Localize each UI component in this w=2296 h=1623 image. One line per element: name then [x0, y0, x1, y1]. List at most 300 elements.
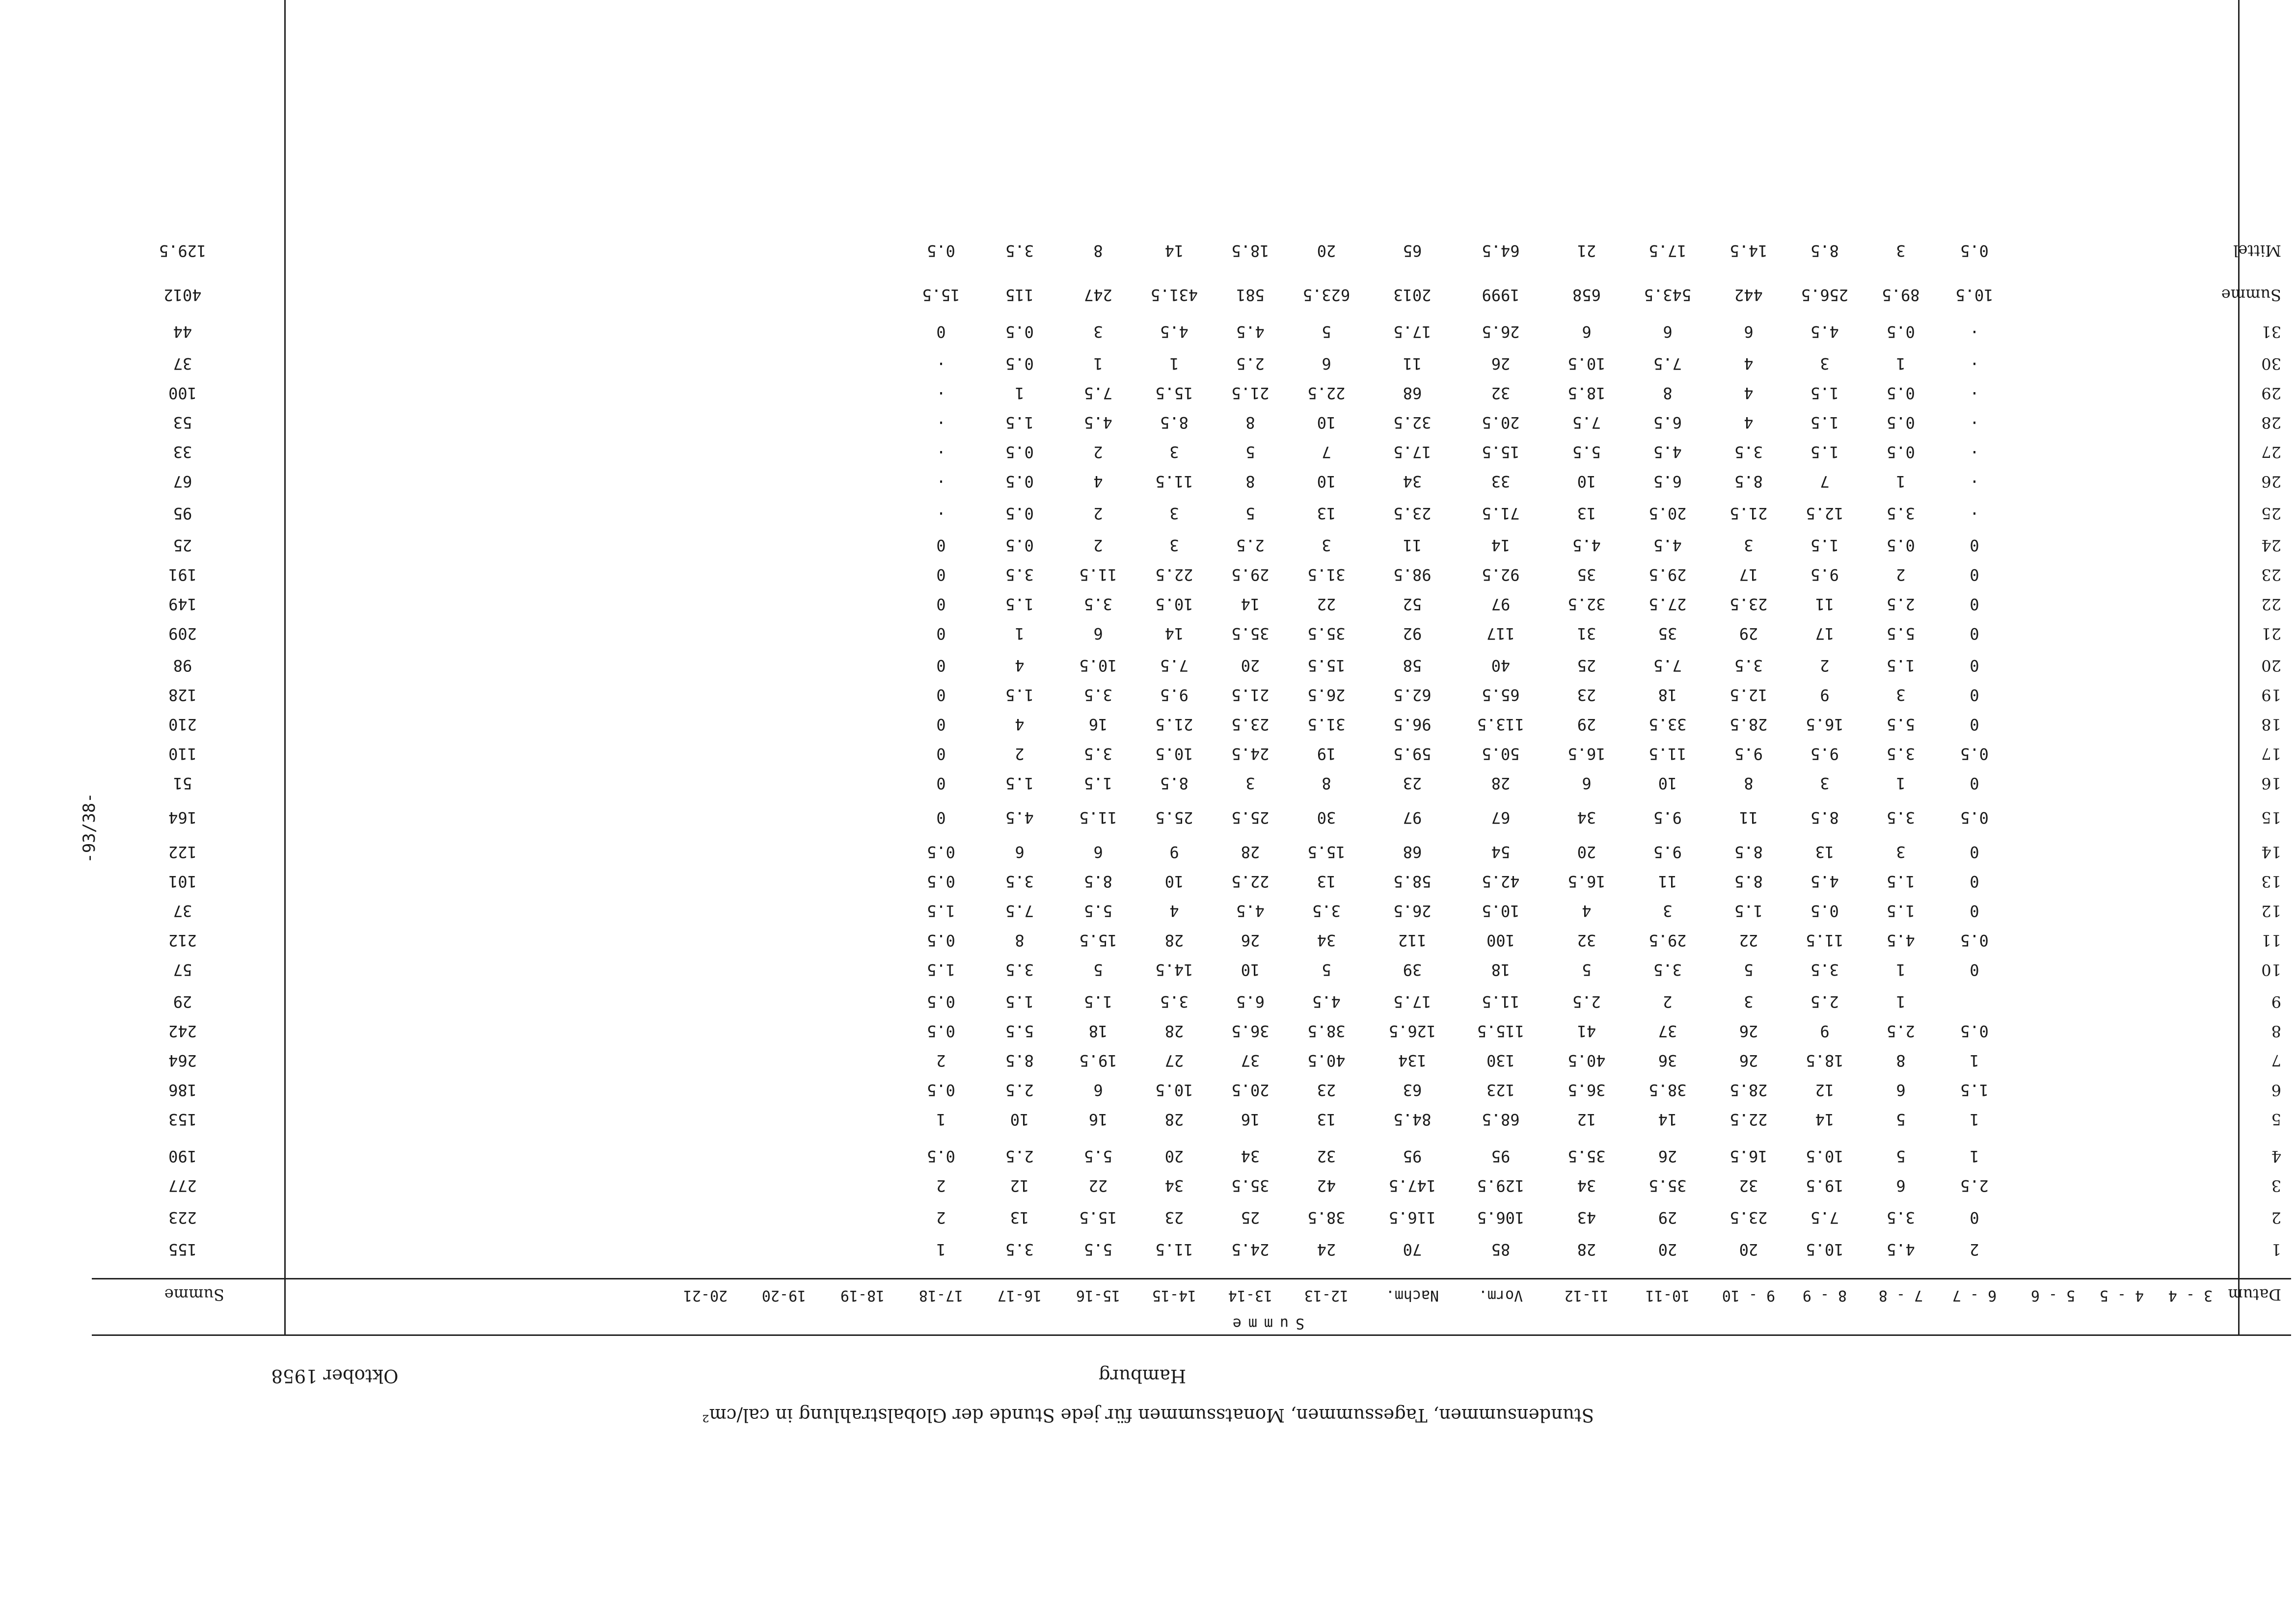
data-row-cell: 0.5 [1887, 384, 1915, 402]
data-row-label: 7 [2271, 1051, 2281, 1070]
data-row-cell: 68 [1403, 843, 1422, 861]
data-row-label: 17 [2261, 745, 2281, 763]
data-row-cell: 2.5 [1572, 992, 1601, 1011]
data-row-cell: 20 [1739, 1240, 1758, 1259]
data-row-cell: 8.5 [1160, 774, 1189, 793]
data-row-cell: 2 [936, 1051, 946, 1070]
data-row-label: 15 [2261, 808, 2281, 827]
data-row-cell: 8 [1744, 774, 1754, 793]
data-row-cell: 0 [936, 715, 946, 734]
data-row-cell: 14 [1658, 1110, 1677, 1129]
data-row-cell: · [936, 504, 946, 523]
data-row-cell: 0.5 [1887, 322, 1915, 341]
summe-row-cell: 247 [1084, 286, 1112, 304]
data-row-label: 2 [2271, 1208, 2281, 1227]
data-row-cell: 0.5 [1960, 931, 1989, 950]
data-row-cell: 3.5 [1312, 902, 1341, 920]
data-row-cell: 4.5 [1236, 902, 1265, 920]
data-row-cell: 2.5 [1005, 1081, 1034, 1099]
data-row-cell: 0 [1970, 960, 1979, 979]
data-row-cell: 20 [1658, 1240, 1677, 1259]
data-row-cell: 3 [1169, 443, 1179, 461]
data-row-cell: 6 [1896, 1081, 1906, 1099]
data-row-cell: 16.5 [1806, 715, 1844, 734]
data-row-cell: 10.5 [1806, 1240, 1844, 1259]
data-row-cell: 11.5 [1482, 992, 1520, 1011]
data-row-cell: 10.5 [1806, 1147, 1844, 1166]
data-row-cell: 13 [1317, 1110, 1336, 1129]
data-row-cell: 22.5 [1729, 1110, 1768, 1129]
summe-row-cell: 10.5 [1955, 286, 1994, 304]
data-row-cell: 10 [1010, 1110, 1029, 1129]
data-row-cell: 3.5 [1734, 443, 1763, 461]
hour-column-header: Nachm. [1385, 1287, 1439, 1304]
data-row-cell: 8.5 [1084, 872, 1112, 891]
data-row-cell: 16.5 [1729, 1147, 1768, 1166]
data-row-cell: 21.5 [1231, 686, 1270, 704]
data-row-cell: 12.5 [1806, 504, 1844, 523]
data-row-cell: 5 [1322, 322, 1331, 341]
summe-row-label: Summe [2221, 286, 2281, 304]
data-row-cell: 41 [1577, 1022, 1596, 1040]
data-row-cell: 1.5 [927, 960, 955, 979]
data-row-cell: 0.5 [1005, 443, 1034, 461]
data-row-cell: 11 [1403, 354, 1422, 373]
data-row-cell: 50.5 [1482, 745, 1520, 763]
data-row-cell: 0.5 [927, 872, 955, 891]
data-row-cell: 37 [1658, 1022, 1677, 1040]
data-row-cell: 16 [1088, 715, 1108, 734]
mittel-row-cell: 18.5 [1231, 241, 1270, 260]
data-row-cell: 22 [1739, 931, 1758, 950]
summe-row-cell: 623.5 [1302, 286, 1351, 304]
data-row-total: 57 [173, 960, 192, 979]
hour-column-header: 14-15 [1152, 1287, 1197, 1304]
data-row-cell: 21.5 [1729, 504, 1768, 523]
data-row-cell: 3 [1744, 536, 1754, 555]
data-row-cell: 6.5 [1653, 413, 1682, 432]
data-row-cell: · [1970, 354, 1979, 373]
data-row-label: 31 [2261, 322, 2281, 341]
table-top-rule [92, 1334, 2291, 1336]
data-row-cell: 34 [1317, 931, 1336, 950]
data-row-cell: 9.5 [1653, 808, 1682, 827]
data-row-cell: 4.5 [1084, 413, 1112, 432]
data-row-cell: 1 [1015, 624, 1025, 643]
data-row-cell: 22.5 [1231, 872, 1270, 891]
data-row-cell: 6 [1093, 1081, 1103, 1099]
data-row-cell: 0 [1970, 843, 1979, 861]
data-row-cell: 1.5 [1810, 536, 1839, 555]
data-row-cell: 35 [1577, 565, 1596, 584]
data-row-cell: 20.5 [1231, 1081, 1270, 1099]
summe-row-cell: 431.5 [1150, 286, 1198, 304]
data-row-cell: 18 [1491, 960, 1511, 979]
hour-column-header: 18-19 [840, 1287, 885, 1304]
data-row-cell: 2 [1820, 656, 1830, 675]
data-row-cell: 85 [1491, 1240, 1511, 1259]
data-row-cell: 5.5 [1887, 624, 1915, 643]
data-row-cell: 5 [1896, 1147, 1906, 1166]
data-row-cell: 19 [1317, 745, 1336, 763]
data-row-cell: 18.5 [1806, 1051, 1844, 1070]
data-row-cell: 26 [1739, 1051, 1758, 1070]
data-row-total: 110 [168, 745, 197, 763]
data-row-cell: 14 [1241, 595, 1260, 613]
data-row-cell: 9.5 [1653, 843, 1682, 861]
data-row-cell: 3.5 [1653, 960, 1682, 979]
summe-row-cell: 256.5 [1801, 286, 1849, 304]
data-row-cell: 2.5 [1236, 354, 1265, 373]
data-row-cell: 0 [936, 774, 946, 793]
data-row-cell: 3.5 [1084, 595, 1112, 613]
data-row-cell: 5 [1744, 960, 1754, 979]
month-label: Oktober 1958 [271, 1365, 399, 1386]
data-row-cell: 2 [936, 1208, 946, 1227]
data-row-cell: 14 [1164, 624, 1184, 643]
data-row-cell: 0.5 [1960, 1022, 1989, 1040]
data-row-total: 155 [168, 1240, 197, 1259]
hour-column-header: 9 - 10 [1722, 1287, 1776, 1304]
data-row-cell: 10.5 [1079, 656, 1117, 675]
data-row-cell: 1.5 [1084, 774, 1112, 793]
summe-row-cell: 442 [1734, 286, 1763, 304]
data-row-cell: 0 [936, 624, 946, 643]
data-row-cell: 1.5 [1810, 384, 1839, 402]
data-row-label: 9 [2271, 992, 2281, 1011]
data-row-cell: 6 [1015, 843, 1025, 861]
data-row-cell: 14.5 [1155, 960, 1193, 979]
data-row-cell: 1 [936, 1110, 946, 1129]
hour-column-header: 15-16 [1076, 1287, 1121, 1304]
summe-row-cell: 115 [1005, 286, 1034, 304]
data-row-cell: 0 [936, 536, 946, 555]
data-row-cell: 33.5 [1648, 715, 1687, 734]
data-row-cell: 29.5 [1231, 565, 1270, 584]
data-row-cell: 97 [1403, 808, 1422, 827]
data-row-cell: 0.5 [927, 1022, 955, 1040]
data-row-total: 95 [173, 504, 192, 523]
data-row-cell: 0.5 [1005, 354, 1034, 373]
data-row-cell: 2 [1015, 745, 1025, 763]
data-row-total: 122 [168, 843, 197, 861]
data-row-cell: 0.5 [1887, 443, 1915, 461]
mittel-row-cell: 3 [1896, 241, 1906, 260]
data-row-label: 1 [2271, 1240, 2281, 1259]
data-row-cell: 3 [1322, 536, 1331, 555]
data-row-cell: 4.5 [1887, 1240, 1915, 1259]
data-row-cell: 0 [1970, 656, 1979, 675]
data-row-cell: 42.5 [1482, 872, 1520, 891]
data-row-total: 191 [168, 565, 197, 584]
data-row-cell: 22.5 [1155, 565, 1193, 584]
data-row-cell: · [936, 413, 946, 432]
data-row-cell: 7.5 [1160, 656, 1189, 675]
data-row-cell: 1 [1896, 472, 1906, 491]
data-row-cell: 11.5 [1079, 808, 1117, 827]
data-row-cell: 3 [1663, 902, 1673, 920]
data-row-cell: 9.5 [1810, 565, 1839, 584]
data-row-cell: 4.5 [1005, 808, 1034, 827]
data-row-cell: 129.5 [1477, 1176, 1525, 1195]
data-row-cell: 0 [1970, 536, 1979, 555]
data-row-cell: 2.5 [1887, 1022, 1915, 1040]
data-row-cell: 28 [1491, 774, 1511, 793]
mittel-row-cell: 8 [1093, 241, 1103, 260]
data-row-cell: 3.5 [1005, 872, 1034, 891]
data-row-cell: 1 [1896, 960, 1906, 979]
data-row-cell: 2.5 [1005, 1147, 1034, 1166]
page-title: Stundensummen, Tagessummen, Monatssummen für jede Stunde der Globalstrahlung in cal/cm² [702, 1405, 1594, 1426]
data-row-cell: · [1970, 443, 1979, 461]
mittel-row-cell: 3.5 [1005, 241, 1034, 260]
data-row-cell: 5.5 [1887, 715, 1915, 734]
data-row-cell: 5 [1245, 443, 1255, 461]
hour-column-header: 10-11 [1645, 1287, 1690, 1304]
data-row-cell: 26 [1241, 931, 1260, 950]
data-row-cell: 19.5 [1806, 1176, 1844, 1195]
data-row-label: 22 [2261, 595, 2281, 613]
data-row-total: 67 [173, 472, 192, 491]
hour-column-header: 20-21 [683, 1287, 728, 1304]
data-row-cell: 5 [1582, 960, 1592, 979]
data-row-cell: 7.5 [1084, 384, 1112, 402]
data-row-cell: · [936, 384, 946, 402]
data-row-cell: 0.5 [1810, 902, 1839, 920]
data-row-cell: 14 [1815, 1110, 1835, 1129]
data-row-cell: 18.5 [1567, 384, 1606, 402]
data-row-cell: 16.5 [1567, 745, 1606, 763]
hour-column-header: 17-18 [918, 1287, 964, 1304]
data-row-label: 30 [2261, 354, 2281, 373]
data-row-cell: 1.5 [1005, 992, 1034, 1011]
data-row-cell: 1 [1169, 354, 1179, 373]
data-row-cell: 1.5 [1005, 413, 1034, 432]
data-row-cell: 18 [1088, 1022, 1108, 1040]
summe-row-cell: 658 [1572, 286, 1601, 304]
data-row-cell: 1 [936, 1240, 946, 1259]
data-row-cell: 65.5 [1482, 686, 1520, 704]
data-row-cell: · [1970, 413, 1979, 432]
data-row-label: 5 [2271, 1110, 2281, 1129]
data-row-cell: 30 [1317, 808, 1336, 827]
data-row-cell: 58.5 [1393, 872, 1432, 891]
data-row-cell: 16 [1088, 1110, 1108, 1129]
data-row-cell: 26.5 [1482, 322, 1520, 341]
data-row-cell: · [1970, 322, 1979, 341]
data-row-total: 190 [168, 1147, 197, 1166]
data-row-cell: 0.5 [927, 992, 955, 1011]
data-row-cell: 100 [1486, 931, 1515, 950]
data-row-cell: 32 [1491, 384, 1511, 402]
data-row-cell: 10 [1164, 872, 1184, 891]
data-row-total: 186 [168, 1081, 197, 1099]
data-row-cell: 11.5 [1155, 1240, 1193, 1259]
data-row-cell: 10 [1658, 774, 1677, 793]
data-row-cell: 3.5 [1005, 960, 1034, 979]
data-row-cell: 17.5 [1393, 992, 1432, 1011]
data-row-cell: 21.5 [1231, 384, 1270, 402]
data-row-cell: 22 [1088, 1176, 1108, 1195]
mittel-row-cell: 17.5 [1648, 241, 1687, 260]
mittel-row-total: 129.5 [159, 241, 207, 260]
data-row-cell: 8 [1322, 774, 1331, 793]
data-row-cell: 29 [1658, 1208, 1677, 1227]
data-row-cell: 4 [1744, 413, 1754, 432]
data-row-cell: 23 [1577, 686, 1596, 704]
data-row-cell: 5 [1245, 504, 1255, 523]
data-row-cell: 7 [1820, 472, 1830, 491]
data-row-cell: 0 [1970, 565, 1979, 584]
data-row-total: 153 [168, 1110, 197, 1129]
data-row-cell: 23.5 [1729, 595, 1768, 613]
data-row-total: 149 [168, 595, 197, 613]
data-row-cell: 29 [1577, 715, 1596, 734]
data-row-cell: 26 [1739, 1022, 1758, 1040]
data-row-cell: 2 [1896, 565, 1906, 584]
data-row-cell: 20 [1164, 1147, 1184, 1166]
data-row-cell: 11 [1739, 808, 1758, 827]
data-row-cell: 1.5 [1810, 443, 1839, 461]
data-row-cell: 4 [1093, 472, 1103, 491]
data-row-total: 44 [173, 322, 192, 341]
data-row-cell: 32.5 [1393, 413, 1432, 432]
data-row-cell: 0 [1970, 624, 1979, 643]
data-row-cell: 10.5 [1482, 902, 1520, 920]
data-row-cell: 16.5 [1567, 872, 1606, 891]
data-row-cell: 106.5 [1477, 1208, 1525, 1227]
data-row-cell: 8.5 [1734, 872, 1763, 891]
data-row-cell: 0 [1970, 902, 1979, 920]
data-row-cell: 62.5 [1393, 686, 1432, 704]
data-row-cell: · [1970, 384, 1979, 402]
data-row-cell: 67 [1491, 808, 1511, 827]
data-row-cell: 3.5 [1810, 960, 1839, 979]
data-row-cell: 3 [1169, 536, 1179, 555]
data-row-cell: 4.5 [1653, 443, 1682, 461]
data-row-cell: 2.5 [1810, 992, 1839, 1011]
data-row-cell: 7.5 [1653, 656, 1682, 675]
data-row-cell: 10.5 [1155, 595, 1193, 613]
data-row-cell: 0 [936, 656, 946, 675]
data-row-cell: 35.5 [1231, 1176, 1270, 1195]
data-row-cell: 26 [1658, 1147, 1677, 1166]
data-row-cell: 35.5 [1567, 1147, 1606, 1166]
data-row-total: 98 [173, 656, 192, 675]
data-row-cell: 7 [1322, 443, 1331, 461]
data-row-cell: 6 [1582, 322, 1592, 341]
data-row-cell: 3.5 [1084, 745, 1112, 763]
data-row-cell: 32 [1317, 1147, 1336, 1166]
data-row-cell: 3 [1820, 774, 1830, 793]
data-row-cell: 10.5 [1567, 354, 1606, 373]
data-row-label: 11 [2261, 931, 2281, 950]
data-row-label: 21 [2261, 624, 2281, 643]
hour-column-header: 12-13 [1304, 1287, 1349, 1304]
data-row-cell: 2 [1093, 443, 1103, 461]
data-row-cell: 26.5 [1307, 686, 1346, 704]
data-row-cell: 34 [1577, 808, 1596, 827]
data-row-cell: 8.5 [1005, 1051, 1034, 1070]
data-row-label: 19 [2261, 686, 2281, 704]
mittel-row-cell: 14.5 [1729, 241, 1768, 260]
data-row-cell: 8 [1015, 931, 1025, 950]
data-row-cell: 95 [1403, 1147, 1422, 1166]
data-row-cell: 28 [1164, 1022, 1184, 1040]
data-row-cell: 3 [1896, 843, 1906, 861]
data-row-cell: 10.5 [1155, 745, 1193, 763]
data-row-cell: 3.5 [1887, 504, 1915, 523]
data-row-label: 4 [2271, 1147, 2281, 1166]
data-row-cell: 26 [1491, 354, 1511, 373]
data-row-cell: 10.5 [1155, 1081, 1193, 1099]
data-row-cell: 0.5 [927, 931, 955, 950]
data-row-cell: · [1970, 504, 1979, 523]
page-number: -93/38- [80, 793, 99, 863]
data-row-cell: 3.5 [1887, 808, 1915, 827]
data-row-cell: 70 [1403, 1240, 1422, 1259]
summe-row-cell: 581 [1236, 286, 1265, 304]
data-row-cell: 12 [1010, 1176, 1029, 1195]
data-row-cell: 0.5 [1960, 808, 1989, 827]
data-row-cell: 34 [1164, 1176, 1184, 1195]
data-row-cell: 28.5 [1729, 1081, 1768, 1099]
data-row-cell: 2 [1970, 1240, 1979, 1259]
data-row-cell: 24 [1317, 1240, 1336, 1259]
data-row-cell: 34 [1577, 1176, 1596, 1195]
data-row-cell: 1 [1896, 354, 1906, 373]
data-row-cell: 33 [1491, 472, 1511, 491]
data-row-cell: 6 [1322, 354, 1331, 373]
data-row-cell: · [936, 443, 946, 461]
data-row-cell: 23.5 [1393, 504, 1432, 523]
data-row-cell: 3 [1896, 686, 1906, 704]
data-row-cell: 0 [1970, 774, 1979, 793]
data-row-cell: 54 [1491, 843, 1511, 861]
summe-row-cell: 543.5 [1644, 286, 1692, 304]
data-row-cell: 22.5 [1307, 384, 1346, 402]
data-row-cell: 8.5 [1734, 472, 1763, 491]
station-name: Hamburg [1098, 1365, 1187, 1386]
summe-header: Summe [164, 1285, 224, 1304]
data-row-cell: 92.5 [1482, 565, 1520, 584]
data-row-cell: 3.5 [1084, 686, 1112, 704]
data-row-cell: 5 [1322, 960, 1331, 979]
data-row-cell: 12 [1815, 1081, 1835, 1099]
data-row-cell: 8.5 [1734, 843, 1763, 861]
data-row-cell: 1.5 [927, 902, 955, 920]
mittel-row-cell: 14 [1164, 241, 1184, 260]
data-row-cell: 97 [1491, 595, 1511, 613]
data-row-cell: 7.5 [1005, 902, 1034, 920]
data-row-cell: 11.5 [1806, 931, 1844, 950]
data-row-total: 164 [168, 808, 197, 827]
data-row-cell: · [1970, 472, 1979, 491]
hour-column-header: 11-12 [1564, 1287, 1609, 1304]
data-row-cell: 0 [936, 565, 946, 584]
data-row-label: 20 [2261, 656, 2281, 675]
data-row-label: 29 [2261, 384, 2281, 402]
data-row-cell: 17.5 [1393, 322, 1432, 341]
data-row-cell: 0 [936, 686, 946, 704]
data-row-label: 25 [2261, 504, 2281, 523]
data-row-cell: 11.5 [1079, 565, 1117, 584]
data-row-cell: 43 [1577, 1208, 1596, 1227]
data-row-cell: 28 [1577, 1240, 1596, 1259]
data-row-cell: 11 [1658, 872, 1677, 891]
data-row-cell: 13 [1815, 843, 1835, 861]
data-row-total: 209 [168, 624, 197, 643]
